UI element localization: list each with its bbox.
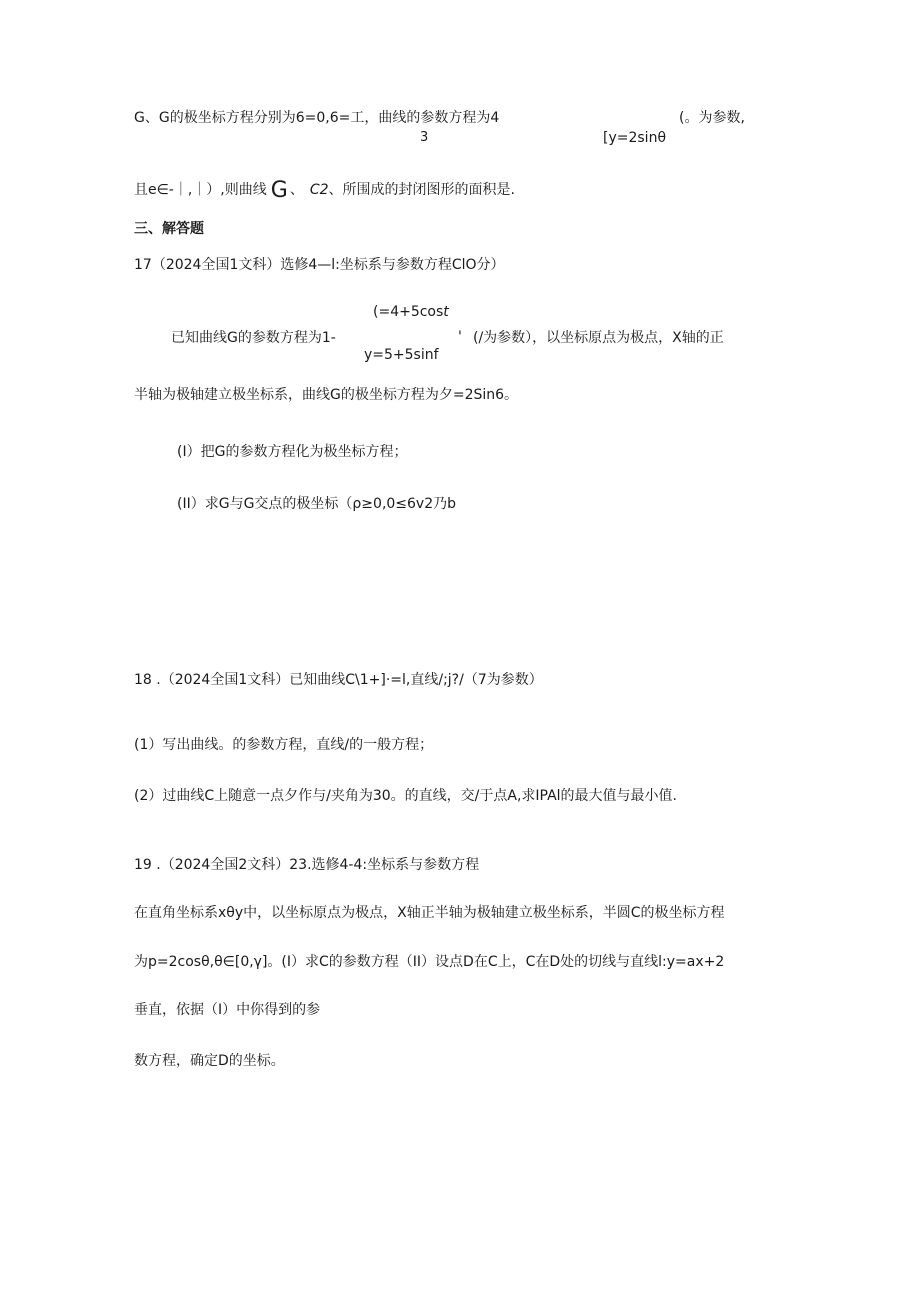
q18-part1: (1）写出曲线。的参数方程，直线/的一般方程； xyxy=(134,737,434,753)
q16-line1-sub: 3 xyxy=(420,130,429,145)
q17-eq-top-text: (=4+5cos xyxy=(373,304,444,320)
q16-line1-main: G、G的极坐标方程分别为6=0,6=工，曲线的参数方程为4 xyxy=(134,110,500,126)
q17-eq-top-t: t xyxy=(443,304,449,320)
q19-header: 19 .（2024全国2文科）23.选修4-4:坐标系与参数方程 xyxy=(134,857,480,873)
section-title: 三、解答题 xyxy=(134,221,204,237)
q16-line2 xyxy=(134,177,515,203)
q16-line2-sep: 、 xyxy=(289,182,304,198)
q17-eq-bottom: y=5+5sinf xyxy=(364,347,439,363)
q16-line2-c2: C2 xyxy=(309,182,329,198)
q17-eq-top xyxy=(373,305,449,319)
q17-part2: (II）求G与G交点的极坐标（ρ≥0,0≤6v2乃b xyxy=(177,496,457,512)
q17-line2: 半轴为极轴建立极坐标系，曲线G的极坐标方程为夕=2Sin6。 xyxy=(134,387,519,403)
q17-line1-mid: ' xyxy=(458,329,462,345)
q16-line2-big: G xyxy=(270,178,288,203)
q17-line1-a: 已知曲线G的参数方程为1- xyxy=(171,330,336,346)
q16-line2-b: 、所围成的封闭图形的面积是. xyxy=(328,182,515,198)
q17-part1: (I）把G的参数方程化为极坐标方程； xyxy=(177,444,408,460)
q16-line1-eq: [y=2sinθ xyxy=(603,130,667,146)
q17-header: 17（2024全国1文科）选修4—l:坐标系与参数方程ClO分） xyxy=(134,257,505,273)
q19-line3: 垂直，依据（I）中你得到的参 xyxy=(134,1002,321,1018)
q17-line1-b: (/为参数），以坐标原点为极点，X轴的正 xyxy=(473,330,724,346)
q19-line2: 为p=2cosθ,θ∈[0,γ]。(I）求C的参数方程（II）设点D在C上，C在D处的切线与直线l:y=ax+2 xyxy=(134,954,725,970)
q16-line1-right: (。为参数, xyxy=(679,110,745,126)
q18-header: 18 .（2024全国1文科）已知曲线C\1+]·=l,直线/;j?/（7为参数） xyxy=(134,672,543,688)
q18-part2: (2）过曲线C上随意一点夕作与/夹角为30。的直线，交/于点A,求IPAl的最大值与最小值. xyxy=(134,788,678,804)
q16-line2-a: 且e∈-｜,｜）,则曲线 xyxy=(134,182,267,198)
q19-line1: 在直角坐标系xθy中，以坐标原点为极点，X轴正半轴为极轴建立极坐标系，半圆C的极坐标方程 xyxy=(134,905,725,921)
q19-line4: 数方程，确定D的坐标。 xyxy=(134,1053,285,1069)
